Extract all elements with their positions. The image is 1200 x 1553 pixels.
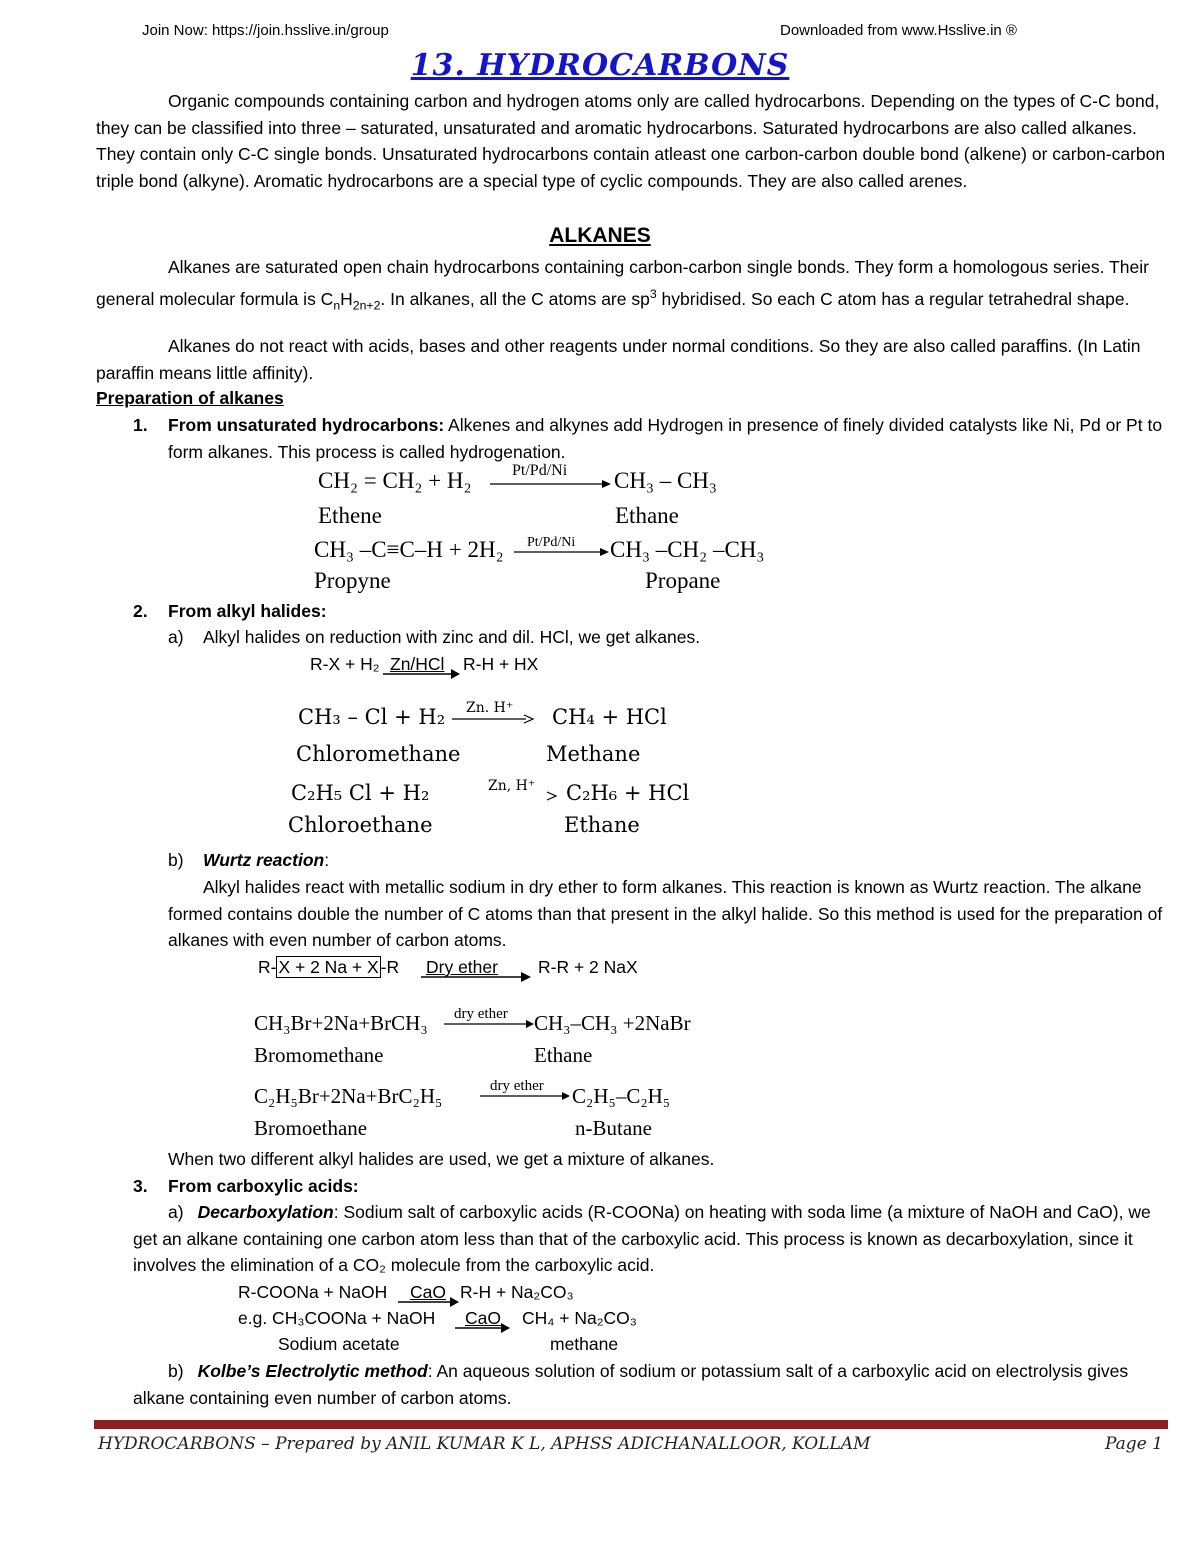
rx-eq-arrow — [383, 668, 461, 680]
eq6-catalyst: dry ether — [490, 1078, 544, 1094]
wurtz-paragraph: Alkyl halides react with metallic sodium in dry ether to form alkanes. This reaction is known as Wurtz reaction. The alkane formed contains double the number of C atoms than that present in the alkyl halide. So this method is used for the preparation of alkanes with even number of carbon atoms. — [168, 877, 1163, 950]
eq2-arrow — [514, 546, 610, 558]
eq3-right: CH₄ + HCl — [552, 705, 667, 729]
footer-left: HYDROCARBONS – Prepared by ANIL KUMAR K L, APHSS ADICHANALLOOR, KOLLAM — [98, 1434, 871, 1454]
eq3-name-left: Chloromethane — [296, 742, 461, 766]
item-3-number: 3. — [133, 1176, 148, 1196]
header-left-link[interactable]: Join Now: https://join.hsslive.in/group — [142, 22, 389, 39]
decarboxylation-paragraph: a) Decarboxylation: Sodium salt of carboxylic acids (R-COONa) on heating with soda lime (a mixture of NaOH and CaO), we get an alkane containing one carbon atom less than that of the carboxylic acid. This process is known as decarboxylation, since it involves the elimination of a CO₂ molecule from the carboxylic acid. — [133, 1202, 1151, 1275]
eq5-name-left: Bromomethane — [254, 1043, 384, 1067]
eq6-left: C₂H₅Br+2Na+BrC₂H₅ — [254, 1084, 443, 1108]
rx-eq-catalyst: Zn/HCl — [390, 654, 445, 674]
wurtz-eq-catalyst: Dry ether — [426, 957, 498, 977]
eq7-right: R-H + Na₂CO₃ — [460, 1282, 574, 1302]
alkanes-paragraph-1: Alkanes are saturated open chain hydrocarbons containing carbon-carbon single bonds. They form a homologous series. Their general molecular formula is $C_nH_{2n+2}$. In alkanes, all the C atoms are $sp^3$ hybridised. So each C atom has a regular tetrahedral shape. — [96, 257, 1149, 312]
header-right-source: Downloaded from www.Hsslive.in ® — [780, 22, 1017, 39]
eq8-left: e.g. CH₃COONa + NaOH — [238, 1308, 436, 1328]
rx-eq-right: R-H + HX — [463, 654, 539, 674]
eq5-arrow — [444, 1018, 536, 1030]
eq2-name-left: Propyne — [314, 568, 391, 593]
wurtz-eq-right: R-R + 2 NaX — [538, 957, 638, 977]
eq4-name-left: Chloroethane — [288, 813, 433, 837]
eq4-right: C₂H₆ + HCl — [566, 781, 690, 805]
eq1-arrow — [490, 478, 612, 490]
eq3-arrow — [452, 713, 536, 725]
section-heading-alkanes: ALKANES — [549, 224, 651, 247]
eq4-arrow — [480, 790, 560, 802]
item-2a-text: Alkyl halides on reduction with zinc and dil. HCl, we get alkanes. — [203, 627, 701, 647]
eq1-left: CH₂ = CH₂ + H₂ — [318, 468, 472, 493]
eq8-catalyst: CaO — [465, 1308, 501, 1328]
eq5-catalyst: dry ether — [454, 1006, 508, 1022]
eq2-catalyst: Pt/Pd/Ni — [527, 535, 576, 550]
item-2a-label: a) — [168, 627, 184, 647]
item-1-text: From unsaturated hydrocarbons: Alkenes and alkynes add Hydrogen in presence of finely divided catalysts like Ni, Pd or Pt to form alkanes. This process is called hydrogenation. — [168, 415, 1163, 462]
eq5-left: CH₃Br+2Na+BrCH₃ — [254, 1011, 428, 1035]
eq7-catalyst: CaO — [410, 1282, 446, 1302]
footer-page-number: Page 1 — [1105, 1434, 1163, 1454]
eq4-catalyst: Zn, H⁺ — [488, 778, 536, 794]
eq6-name-left: Bromoethane — [254, 1116, 368, 1140]
eq2-right: CH₃ –CH₂ –CH₃ — [610, 537, 765, 562]
eq3-catalyst: Zn. H⁺ — [466, 700, 514, 716]
eq3-left: CH₃ – Cl + H₂ — [298, 705, 446, 729]
eq8-name-right: methane — [550, 1334, 619, 1354]
item-2-number: 2. — [133, 601, 148, 621]
eq1-catalyst: Pt/Pd/Ni — [512, 462, 568, 479]
wurtz-eq-arrow — [421, 971, 533, 983]
eq5-right: CH₃–CH₃ +2NaBr — [534, 1011, 691, 1035]
intro-paragraph: Organic compounds containing carbon and hydrogen atoms only are called hydrocarbons. Depending on the types of C-C bond, they can be classified into three – saturated, unsaturated and aromatic hydrocarbons. Saturated hydrocarbons are also called alkanes. They contain only C-C single bonds. Unsaturated hydrocarbons contain atleast one carbon-carbon double bond (alkene) or carbon-carbon triple bond (alkyne). Aromatic hydrocarbons are a special type of cyclic compounds. They are also called arenes. — [96, 91, 1166, 191]
eq6-right: C₂H₅–C₂H₅ — [572, 1084, 671, 1108]
item-2-heading: From alkyl halides: — [168, 601, 327, 621]
eq4-left: C₂H₅ Cl + H₂ — [291, 781, 430, 805]
mixture-note: When two different alkyl halides are used, we get a mixture of alkanes. — [168, 1149, 715, 1169]
eq1-name-right: Ethane — [615, 503, 679, 528]
eq1-name-left: Ethene — [318, 503, 382, 528]
eq8-arrow — [455, 1322, 511, 1334]
eq1-right: CH₃ – CH₃ — [614, 468, 717, 493]
eq4-name-right: Ethane — [564, 813, 640, 837]
wurtz-eq-left: R- X + 2 Na + X -R — [258, 957, 400, 977]
page-title: 13. HYDROCARBONS — [410, 48, 790, 83]
item-3-heading: From carboxylic acids: — [168, 1176, 359, 1196]
item-2b-label: b) — [168, 850, 184, 870]
eq2-left: CH₃ –C≡C–H + 2H₂ — [314, 537, 504, 562]
rx-eq-left: R-X + H₂ — [310, 654, 380, 674]
eq6-arrow — [480, 1090, 572, 1102]
preparation-heading: Preparation of alkanes — [96, 388, 284, 408]
wurtz-eq-box: X + 2 Na + X — [278, 957, 379, 977]
eq8-right: CH₄ + Na₂CO₃ — [522, 1308, 637, 1328]
eq6-name-right: n-Butane — [575, 1116, 652, 1140]
alkanes-paragraph-2: Alkanes do not react with acids, bases and other reagents under normal conditions. So they are also called paraffins. (In Latin paraffin means little affinity). — [96, 336, 1141, 383]
eq8-name-left: Sodium acetate — [278, 1334, 400, 1354]
eq7-left: R-COONa + NaOH — [238, 1282, 388, 1302]
eq3-name-right: Methane — [546, 742, 641, 766]
eq2-name-right: Propane — [645, 568, 721, 593]
item-1-number: 1. — [133, 415, 148, 435]
footer-rule — [94, 1420, 1168, 1429]
wurtz-heading: Wurtz reaction: — [203, 850, 330, 870]
kolbe-paragraph: b) Kolbe’s Electrolytic method: An aqueous solution of sodium or potassium salt of a carboxylic acid on electrolysis gives alkane containing even number of carbon atoms. — [133, 1361, 1129, 1408]
eq5-name-right: Ethane — [534, 1043, 593, 1067]
